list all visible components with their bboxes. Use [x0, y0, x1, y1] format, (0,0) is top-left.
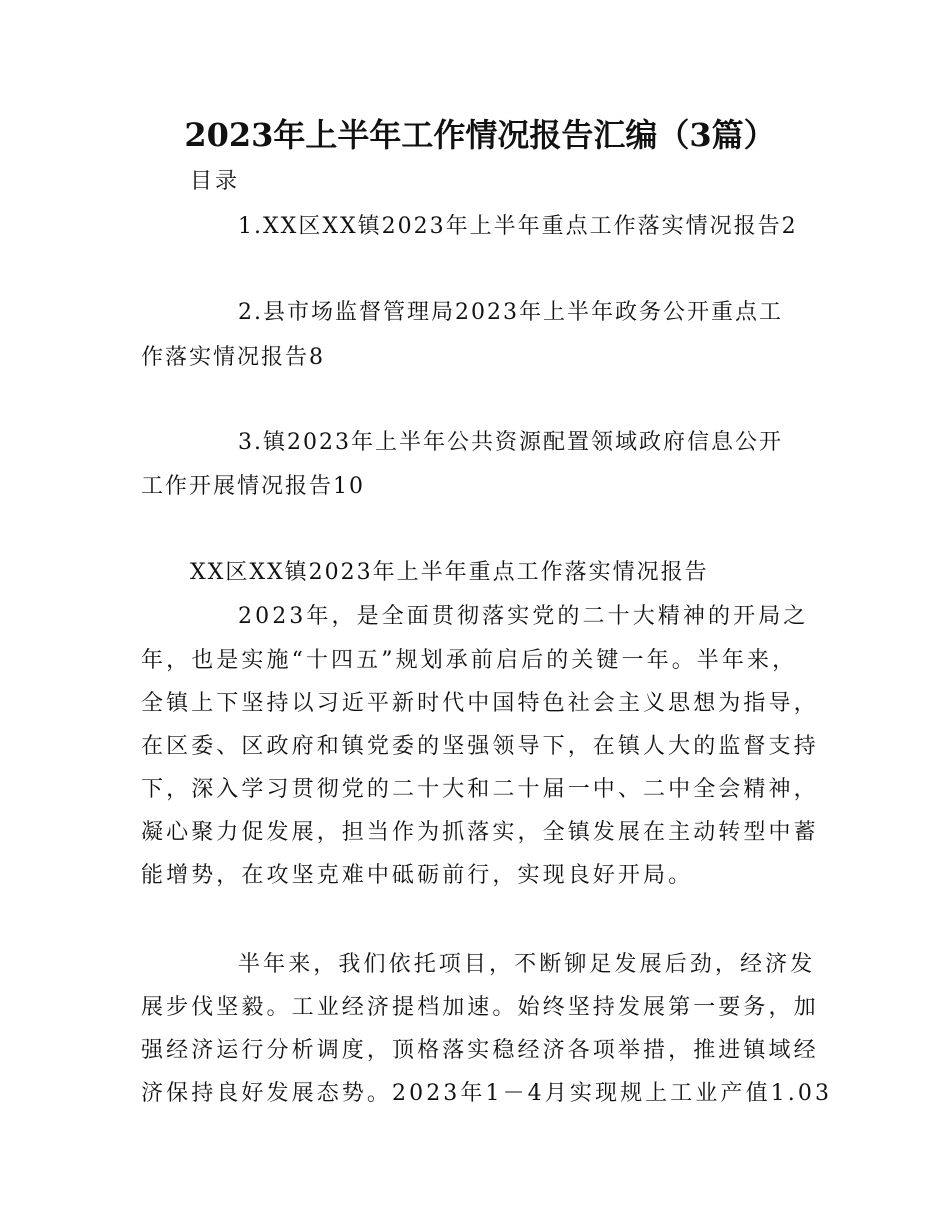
- paragraph-2-line: 半年来，我们依托项目，不断铆足发展后劲，经济发: [238, 952, 816, 977]
- toc-entry-2[interactable]: 2.县市场监督管理局2023年上半年政务公开重点工: [238, 300, 783, 325]
- section-title: XX区XX镇2023年上半年重点工作落实情况报告: [190, 560, 709, 585]
- toc-heading: 目录: [190, 169, 241, 194]
- paragraph-1-line: 下，深入学习贯彻党的二十大和二十届一中、二中全会精神，: [141, 777, 819, 802]
- paragraph-1-line: 2023年，是全面贯彻落实党的二十大精神的开局之: [238, 604, 809, 629]
- paragraph-2-line: 强经济运行分析调度，顶格落实稳经济各项举措，推进镇域经: [141, 1038, 819, 1063]
- document-title: 2023年上半年工作情况报告汇编（3篇）: [184, 116, 776, 154]
- paragraph-2-line: 济保持良好发展态势。2023年1－4月实现规上工业产值1.03: [141, 1081, 833, 1106]
- paragraph-2-line: 展步伐坚毅。工业经济提档加速。始终坚持发展第一要务，加: [141, 995, 819, 1020]
- paragraph-1-line: 凝心聚力促发展，担当作为抓落实，全镇发展在主动转型中蓄: [141, 820, 819, 845]
- toc-entry-3-continuation[interactable]: 工作开展情况报告10: [141, 474, 365, 499]
- toc-entry-2-continuation[interactable]: 作落实情况报告8: [141, 345, 325, 370]
- paragraph-1-line: 年，也是实施“十四五”规划承前启后的关键一年。半年来，: [141, 648, 798, 673]
- toc-entry-3[interactable]: 3.镇2023年上半年公共资源配置领域政府信息公开: [238, 430, 783, 455]
- paragraph-1-line: 全镇上下坚持以习近平新时代中国特色社会主义思想为指导，: [141, 691, 819, 716]
- paragraph-1-line: 能增势，在攻坚克难中砥砺前行，实现良好开局。: [141, 863, 694, 888]
- paragraph-1-line: 在区委、区政府和镇党委的坚强领导下，在镇人大的监督支持: [141, 734, 819, 759]
- toc-entry-1[interactable]: 1.XX区XX镇2023年上半年重点工作落实情况报告2: [238, 214, 798, 239]
